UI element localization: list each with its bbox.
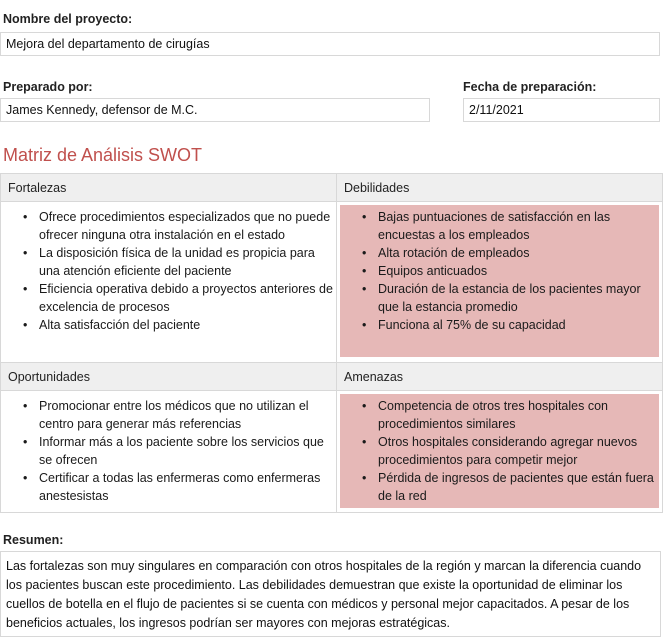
list-item: • Informar más a los paciente sobre los servicios que se ofrecen xyxy=(1,433,336,469)
project-name-field[interactable]: Mejora del departamento de cirugías xyxy=(0,32,660,56)
prepared-by-field[interactable]: James Kennedy, defensor de M.C. xyxy=(0,98,430,122)
list-item: • Promocionar entre los médicos que no utilizan el centro para generar más referencias xyxy=(1,397,336,433)
threats-header: Amenazas xyxy=(337,363,662,391)
strengths-cell[interactable] xyxy=(1,207,336,357)
list-item: • Funciona al 75% de su capacidad xyxy=(340,316,655,334)
threats-list xyxy=(340,397,655,505)
list-item: • Certificar a todas las enfermeras como enfermeras anestesistas xyxy=(1,469,336,505)
list-item: • Bajas puntuaciones de satisfacción en las encuestas a los empleados xyxy=(340,208,655,244)
weaknesses-header: Debilidades xyxy=(337,174,662,202)
list-item: • Eficiencia operativa debido a proyectos anteriores de excelencia de procesos xyxy=(1,280,336,316)
list-item: • Competencia de otros tres hospitales con procedimientos similares xyxy=(340,397,655,433)
list-item: • Ofrece procedimientos especializados que no puede ofrecer ninguna otra instalación en el estado xyxy=(1,208,336,244)
strengths-list xyxy=(1,208,336,334)
opportunities-cell[interactable] xyxy=(1,396,336,508)
swot-matrix xyxy=(0,173,663,513)
list-item: • Alta satisfacción del paciente xyxy=(1,316,336,334)
list-item: • La disposición física de la unidad es propicia para una atención eficiente del paciente xyxy=(1,244,336,280)
opportunities-list xyxy=(1,397,336,505)
project-name-label: Nombre del proyecto: xyxy=(3,12,133,26)
list-item: • Equipos anticuados xyxy=(340,262,655,280)
summary-label: Resumen: xyxy=(3,533,64,547)
preparation-date-field[interactable]: 2/11/2021 xyxy=(463,98,660,122)
swot-matrix-title: Matriz de Análisis SWOT xyxy=(3,145,203,165)
list-item: • Duración de la estancia de los pacientes mayor que la estancia promedio xyxy=(340,280,655,316)
summary-field[interactable]: Las fortalezas son muy singulares en comparación con otros hospitales de la región y marcan la diferencia cuando los pacientes buscan este procedimiento. Las debilidades demuestran que existe la oportunidad de eliminar los cuellos de botella en el flujo de pacientes si se cuenta con médicos y personal mejor capacitados. A pesar de los beneficios actuales, los ingresos podrían ser mayores con mejoras estratégicas. xyxy=(0,551,661,637)
list-item: • Alta rotación de empleados xyxy=(340,244,655,262)
weaknesses-list xyxy=(340,208,655,334)
preparation-date-label: Fecha de preparación: xyxy=(463,80,597,94)
opportunities-header: Oportunidades xyxy=(1,363,336,391)
list-item: • Otros hospitales considerando agregar nuevos procedimientos para competir mejor xyxy=(340,433,655,469)
list-item: • Pérdida de ingresos de pacientes que están fuera de la red xyxy=(340,469,655,505)
weaknesses-cell[interactable] xyxy=(340,205,659,357)
prepared-by-label: Preparado por: xyxy=(3,80,93,94)
strengths-header: Fortalezas xyxy=(1,174,336,202)
threats-cell[interactable] xyxy=(340,394,659,508)
column-divider xyxy=(336,174,337,512)
